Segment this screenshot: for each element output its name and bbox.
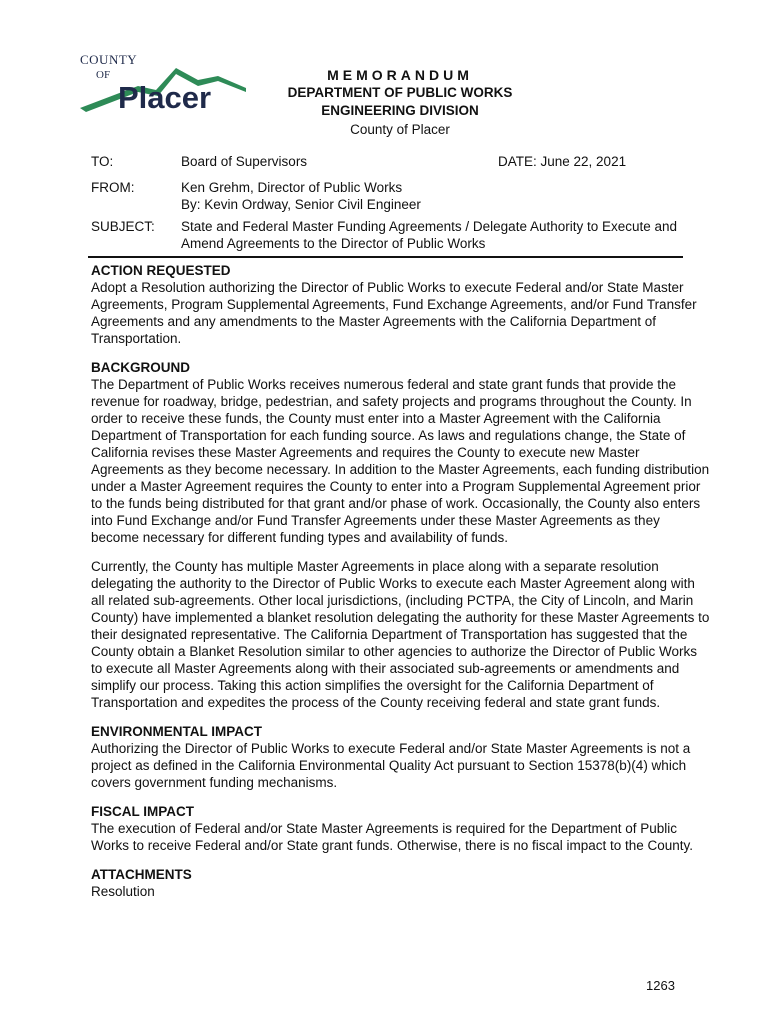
county-logo	[78, 50, 248, 120]
fiscal-impact-section	[91, 803, 711, 854]
action-requested-section	[91, 262, 711, 347]
fiscal-impact-heading: FISCAL IMPACT	[91, 804, 194, 819]
from-line-2: By: Kevin Ordway, Senior Civil Engineer	[181, 197, 421, 212]
action-requested-heading: ACTION REQUESTED	[91, 263, 231, 278]
subject-label: SUBJECT:	[91, 219, 155, 234]
to-value: Board of Supervisors	[181, 154, 308, 169]
memo-body	[91, 262, 711, 912]
attachments-heading: ATTACHMENTS	[91, 867, 192, 882]
page-number: 1263	[646, 978, 675, 993]
attachments-text: Resolution	[91, 884, 155, 899]
environmental-impact-heading: ENVIRONMENTAL IMPACT	[91, 724, 262, 739]
environmental-impact-text: Authorizing the Director of Public Works to execute Federal and/or State Master Agreements is not a project as defined in the California Environmental Quality Act pursuant to Section 15378(b)(4) which covers government funding mechanisms.	[91, 741, 691, 790]
attachments-section	[91, 866, 711, 900]
to-label: TO:	[91, 154, 114, 169]
logo-placer-text: Placer	[118, 80, 212, 115]
background-heading: BACKGROUND	[91, 360, 190, 375]
county-name: County of Placer	[350, 122, 450, 137]
from-line-1: Ken Grehm, Director of Public Works	[181, 180, 403, 195]
memo-header	[240, 66, 560, 140]
subject-line-2: Amend Agreements to the Director of Public Works	[181, 236, 486, 251]
logo-county-text: COUNTY	[80, 52, 138, 67]
memo-title: MEMORANDUM	[327, 67, 473, 83]
header-divider	[88, 256, 683, 258]
action-requested-text: Adopt a Resolution authorizing the Director of Public Works to execute Federal and/or State Master Agreements, Program Supplemental Agreements, Fund Exchange Agreements, and/or Fund Transfer Agreements and any amendments to the Master Agreements with the California Department of Transportation.	[91, 280, 697, 346]
division-name: ENGINEERING DIVISION	[321, 103, 479, 118]
from-label: FROM:	[91, 180, 135, 195]
background-paragraph-1: The Department of Public Works receives numerous federal and state grant funds that provide the revenue for roadway, bridge, pedestrian, and safety projects and programs throughout the County. In order to receive these funds, the County must enter into a Master Agreement with the California Department of Transportation for each funding source. As laws and regulations change, the State of California revises these Master Agreements and requires the County to execute new Master Agreements as they become necessary. In addition to the Master Agreements, each funding distribution under a Master Agreement requires the County to enter into a Program Supplemental Agreement prior to the funds being distributed for that grant and/or phase of work. Occasionally, the County also enters into Fund Exchange and/or Fund Transfer Agreements under these Master Agreements as they become necessary for different funding types and availability of funds.	[91, 377, 710, 545]
background-paragraph-2: Currently, the County has multiple Master Agreements in place along with a separate resolution delegating the authority to the Director of Public Works to execute each Master Agreement along with all related sub-agreements. Other local jurisdictions, (including PCTPA, the City of Lincoln, and Marin County) have implemented a blanket resolution delegating the authority for these Master Agreements to their designated representative. The California Department of Transportation has suggested that the County obtain a Blanket Resolution similar to other agencies to authorize the Director of Public Works to execute all Master Agreements along with their associated sub-agreements or amendments and simplify our process. Taking this action simplifies the oversight for the California Department of Transportation and expedites the process of the County receiving federal and state grant funds.	[91, 559, 710, 710]
background-section	[91, 359, 711, 711]
environmental-impact-section	[91, 723, 711, 791]
fiscal-impact-text: The execution of Federal and/or State Master Agreements is required for the Department of Public Works to receive Federal and/or State grant funds. Otherwise, there is no fiscal impact to the County.	[91, 821, 694, 853]
department-name: DEPARTMENT OF PUBLIC WORKS	[287, 85, 513, 100]
memo-date: DATE: June 22, 2021	[498, 154, 627, 169]
placer-logo-icon	[78, 50, 248, 120]
subject-line-1: State and Federal Master Funding Agreements / Delegate Authority to Execute and	[181, 219, 678, 234]
logo-of-text: OF	[96, 69, 111, 81]
